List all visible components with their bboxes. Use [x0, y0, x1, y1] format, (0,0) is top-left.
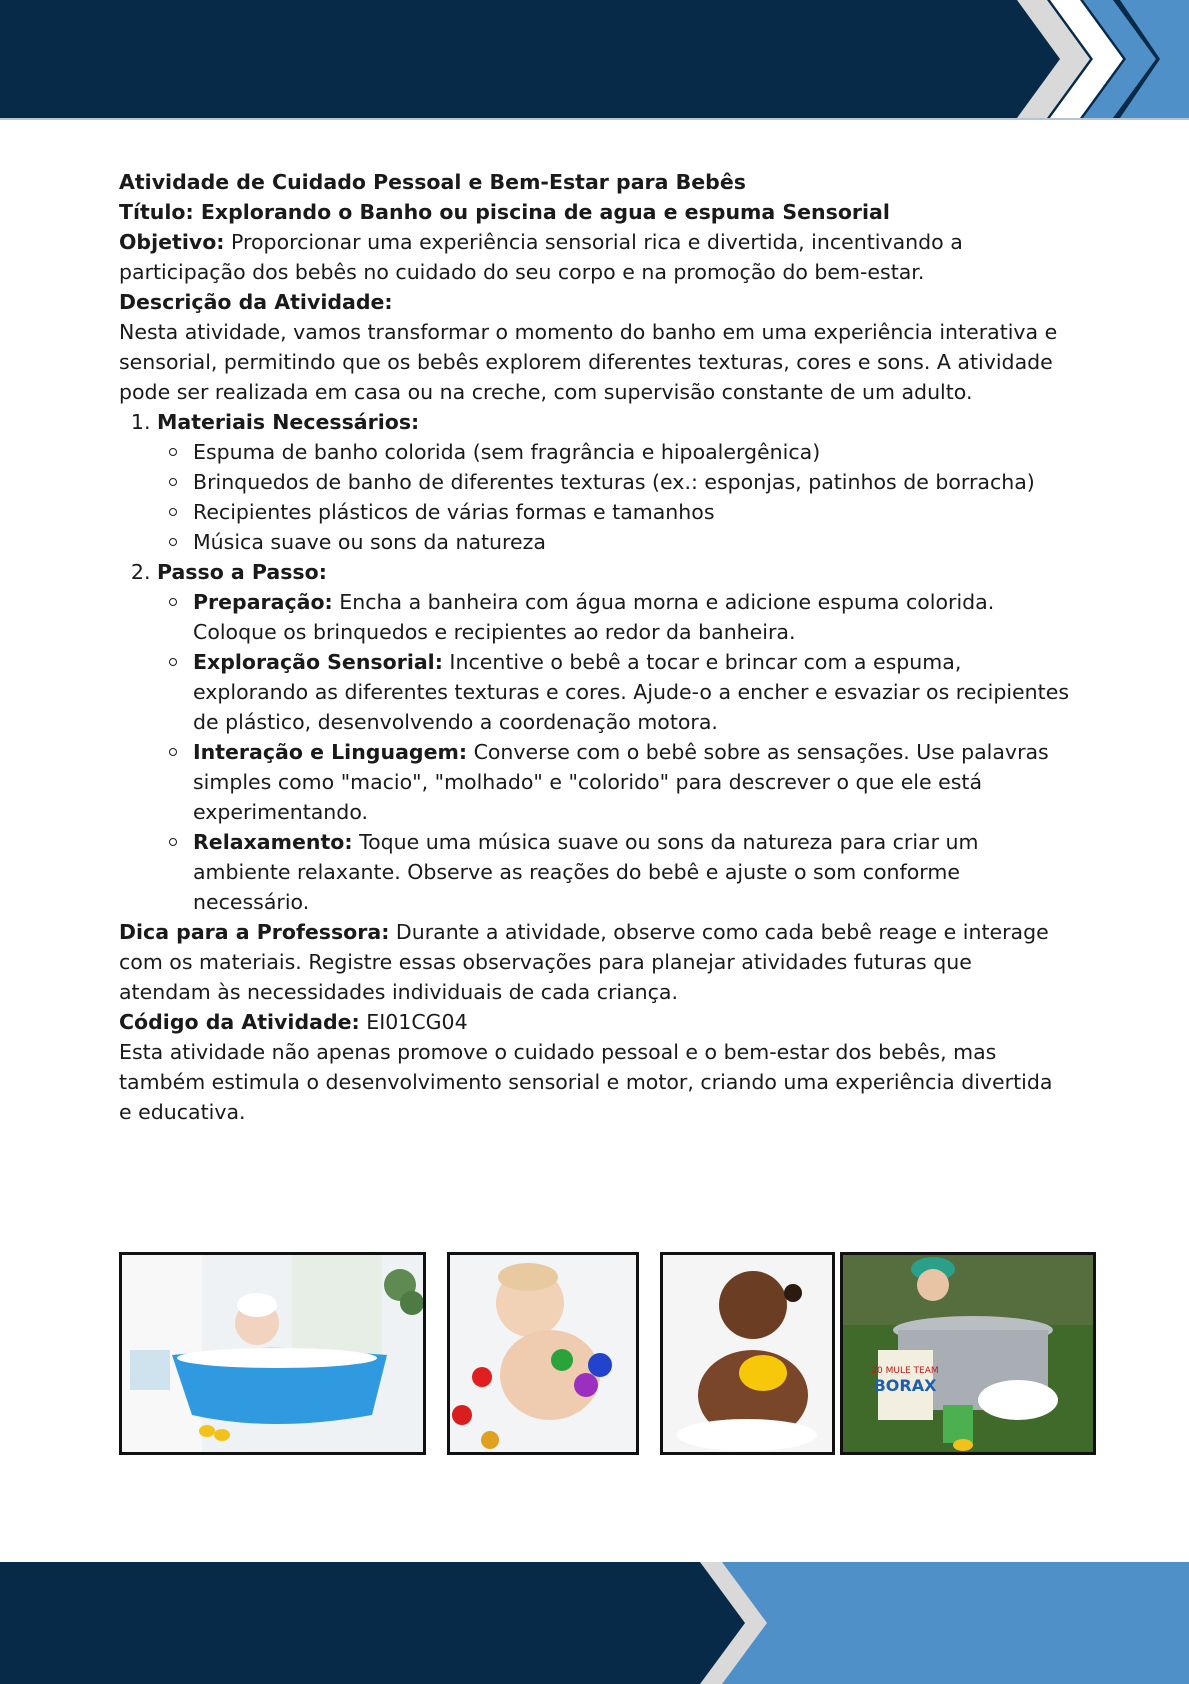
photo-baby-blue-tub: [119, 1252, 426, 1455]
code-label: Código da Atividade:: [119, 1010, 360, 1034]
section-heading: Materiais Necessários:: [157, 410, 420, 434]
step-label: Preparação:: [193, 590, 333, 614]
list-item: [193, 437, 1069, 467]
list-item-text: Música suave ou sons da natureza: [193, 530, 546, 554]
steps-list: [157, 587, 1069, 917]
list-item: [193, 827, 1069, 917]
step-text: Encha a banheira com água morna e adicione espuma colorida. Coloque os brinquedos e recipientes ao redor da banheira.: [193, 590, 995, 644]
section-heading: Passo a Passo:: [157, 560, 327, 584]
step-label: Relaxamento:: [193, 830, 353, 854]
header-banner: [0, 0, 1189, 120]
objective-paragraph: [119, 227, 1069, 287]
list-item: [193, 527, 1069, 557]
list-item: [193, 737, 1069, 827]
list-item: [193, 587, 1069, 647]
step-label: Exploração Sensorial:: [193, 650, 443, 674]
activity-subtitle: Título: Explorando o Banho ou piscina de agua e espuma Sensorial: [119, 200, 890, 224]
objective-label: Objetivo:: [119, 230, 225, 254]
photo-baby-washtub: [840, 1252, 1096, 1455]
page-title: Atividade de Cuidado Pessoal e Bem-Estar para Bebês: [119, 170, 746, 194]
photo-baby-balls: [447, 1252, 639, 1455]
activity-code: [119, 1007, 1069, 1037]
step-text: Incentive o bebê a tocar e brincar com a espuma, explorando as diferentes texturas e cores. Ajude-o a encher e esvaziar os recipientes de plástico, desenvolvendo a coordenação motora.: [193, 650, 1069, 734]
footer-banner: [0, 1562, 1189, 1684]
activity-sections: [119, 407, 1069, 917]
photo-strip: [0, 1252, 1189, 1457]
list-item-text: Espuma de banho colorida (sem fragrância e hipoalergênica): [193, 440, 821, 464]
closing-paragraph: Esta atividade não apenas promove o cuidado pessoal e o bem-estar dos bebês, mas também estimula o desenvolvimento sensorial e motor, criando uma experiência divertida e educativa.: [119, 1040, 1053, 1124]
list-item-text: Brinquedos de banho de diferentes texturas (ex.: esponjas, patinhos de borracha): [193, 470, 1035, 494]
box-brand-line1: 20 MULE TEAM: [871, 1366, 939, 1376]
list-item: [193, 497, 1069, 527]
header-navy-bar: [0, 0, 1189, 118]
list-item: [193, 647, 1069, 737]
section-steps: [157, 557, 1069, 917]
step-text: Converse com o bebê sobre as sensações. Use palavras simples como "macio", "molhado" e "colorido" para descrever o que ele está experimentando.: [193, 740, 1049, 824]
section-materials: [157, 407, 1069, 557]
tip-label: Dica para a Professora:: [119, 920, 390, 944]
code-value: EI01CG04: [359, 1010, 468, 1034]
box-brand-line2: BORAX: [873, 1376, 937, 1395]
footer-blue-block: [722, 1562, 1189, 1684]
materials-list: [157, 437, 1069, 557]
document-body: [119, 167, 1069, 1127]
teacher-tip: [119, 917, 1069, 1007]
step-label: Interação e Linguagem:: [193, 740, 468, 764]
photo-baby-duck: [660, 1252, 835, 1455]
list-item: [193, 467, 1069, 497]
tip-text: Durante a atividade, observe como cada bebê reage e interage com os materiais. Registre essas observações para planejar atividades futuras que atendam às necessidades individuais de cada criança.: [119, 920, 1049, 1004]
description-text: Nesta atividade, vamos transformar o momento do banho em uma experiência interativa e sensorial, permitindo que os bebês explorem diferentes texturas, cores e sons. A atividade pode ser realizada em casa ou na creche, com supervisão constante de um adulto.: [119, 320, 1058, 404]
objective-text: Proporcionar uma experiência sensorial rica e divertida, incentivando a participação dos bebês no cuidado do seu corpo e na promoção do bem-estar.: [119, 230, 963, 284]
step-text: Toque uma música suave ou sons da natureza para criar um ambiente relaxante. Observe as reações do bebê e ajuste o som conforme necessário.: [193, 830, 979, 914]
description-heading: Descrição da Atividade:: [119, 290, 393, 314]
list-item-text: Recipientes plásticos de várias formas e tamanhos: [193, 500, 715, 524]
